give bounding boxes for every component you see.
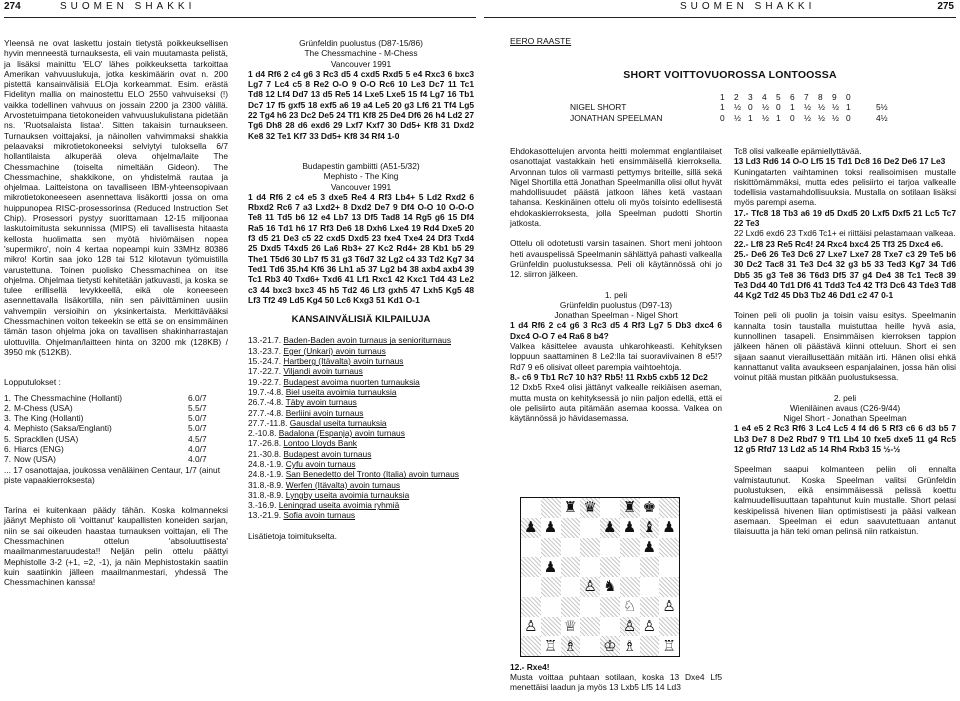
- annotation: Kuningatarten vaihtaminen toksi realisoimisen mustalle riskittömämmäksi, mutta edes pelisiirto ei tarjoa valkealle todellisia vastamahdollisuuksia. Mustalla on sotilaan lisäksi myös parempi asema.: [734, 166, 956, 208]
- chess-piece-icon: ♔: [603, 636, 617, 655]
- board-square: [659, 597, 679, 617]
- board-square: [561, 498, 581, 518]
- board-square: [561, 636, 581, 656]
- diagram-note: Musta voittaa puhtaan sotilaan, koska 13 Dxe4 Lf5 menettäisi laadun ja myös 13 Lxb5 Lf5 14 Ld3: [510, 672, 722, 693]
- chess-diagram: [520, 497, 680, 657]
- game-opening: Wieniläinen avaus (C26-9/44): [789, 402, 901, 413]
- running-head: SUOMEN SHAKKI: [680, 1, 816, 12]
- board-square: [620, 557, 640, 577]
- annotation: 22 Lxd6 exd6 23 Txd6 Tc1+ ei riittäisi pelastamaan valkeaa.: [734, 228, 956, 239]
- board-square: [620, 518, 640, 538]
- board-square: [620, 577, 640, 597]
- chess-piece-icon: ♙: [642, 616, 657, 635]
- board-square: [640, 538, 660, 558]
- chess-piece-icon: ♘: [622, 597, 637, 616]
- board-square: [600, 597, 620, 617]
- board-square: [521, 538, 541, 558]
- diagram-caption: 12.- Rxe4!: [510, 662, 550, 672]
- board-square: [659, 538, 679, 558]
- board-square: [659, 498, 679, 518]
- chess-piece-icon: ♙: [583, 577, 597, 596]
- board-square: [580, 597, 600, 617]
- chess-piece-icon: ♙: [622, 616, 637, 635]
- list-item: 6. Hiarcs (ENG) 4.0/7: [4, 443, 207, 454]
- list-item: 24.8.-1.9. Cyfu avoin turnaus: [248, 458, 356, 469]
- table-row: NIGEL SHORT 1 ½ 0 ½ 0 1 ½ ½ ½ 1 5½: [570, 102, 888, 113]
- article-paragraph: Ottelu oli odotetusti varsin tasainen. Short meni johtoon heti avauspelissä Speelmanin sählättyä pahasti valkealla Grünfeldin puolustuksessa. Peli oli käytännössä ohi jo 12. siirron jälkeen.: [510, 238, 722, 280]
- board-square: [521, 617, 541, 637]
- chess-piece-icon: ♗: [622, 636, 637, 655]
- board-square: [620, 597, 640, 617]
- article-paragraph: Yleensä ne ovat laskettu jostain tietystä poikkeuksellisen hyvin menneestä turnauksesta, eli vain muutamasta pelistä, ja lisäksi mainittu 'ELO' lähes poikkeuksetta tarkoittaa Amerikan vahvuuslukuja, jotka keskimäärin ovat n. 200 pistettä kansainvälisiä ELOja korkeammat. Esim. erästä Fidelityn mallia on mainostettu ELO 2550 vahvuiseksi (!) vaikka todellinen vahvuus on jossain 2200 ja 2300 välillä. Arvostetuimpana tietokoneiden vahvuuslukulistana pidetään ns. 'Ruotsalaista listaa'. Sitten takaisin turnaukseen. Turnauksen voittajaksi, ja näinollen vahvimmaksi shakkia pelaavaksi mikrotietokoneeksi selviytyi tuloksella 6/7 hollantilaista alkuperää oleva ohjelma/laite The Chessmachine (toiselta nimeltään Gideon). The Chessmachine, shakkikone, on yhdistelmä rautaa ja ohjelmaa. Laitteistona on tavalliseen IBM-yhteensopivaan mikrotietokoneeseen asennettava lisäkortti jossa on oma huippunopea RISC-prosessorinsa (Reduced Instruction Set Chip). Prosessori pystyy suorittamaan 12-15 miljoonaa laskutoimitusta sekunnissa (MIPS) eli tavallisesta hitaasta kellosta huolimatta sen myötä hiviömäisen nopea 'supermikro', noin 4 kertaa nopeampi kuin 33MHz 80386 mikro! Kortin saa joko 128 tai 512 kilotavun työmuistilla varustettuna. Toinen puolisko Chessmachinea on itse ohjelma. Ohjelmaa tietysti kehitetään jatkuvasti, ja koska se tulee erillisellä levykkeellä, eikä ole koneeseen asennettavalla lisäkortilla, niin sen päivittäminen uusiin vahvempiin versioihin on yksinkertaista. Merkittävääksi Chessmachinen voiton tekeekin se että se on ensimmäinen tämän tason ohjelma joka on tavallisen shakinharrastajan ulottuvilla. Ohjelman/laitteen hinta on 3200 mk (128KB) / 3950 mk (512KB).: [4, 38, 228, 357]
- article-paragraph: Speelman saapui kolmanteen peliin oli ennalta valmistautunut. Koska Speelman valitsi Grünfeldin puolustuksen, eikä ensimmäisessä pelissä koettu kalmuudellisuuttaan tapahtunut kuin mustalle. Short pelasi keskipelissä hivenen liian optimistisesti ja pääsi valkean asemaan. Speelman ei edun saavutettuaan antanut tilaisuutta ja hän teki oman pelinsä niin ratkaistun.: [734, 464, 956, 537]
- list-item: 19.-22.7. Budapest avoima nuorten turnauksia: [248, 376, 420, 387]
- board-square: [561, 617, 581, 637]
- article-column-2: [734, 146, 956, 536]
- board-square: [640, 557, 660, 577]
- list-item: 21.-30.8. Budapest avoin turnaus: [248, 448, 372, 459]
- chess-piece-icon: ♜: [622, 498, 637, 517]
- game-moves: 1 e4 e5 2 Rc3 Rf6 3 Lc4 Lc5 4 f4 d6 5 Rf3 c6 6 d3 b5 7 Lb3 De7 8 De2 Rbd7 9 Tf1 Lb4 10 fxe5 dxe5 11 g4 Rc5 12 g5 Rfd7 13 Ld2 a5 14 Rh4 Rxb3 15 ½-½: [734, 423, 956, 455]
- list-item: 17.-22.7. Viljandi avoin turnaus: [248, 366, 363, 377]
- list-item: 3. The King (Hollanti) 5.0/7: [4, 413, 207, 424]
- game-moves: 1 d4 Rf6 2 c4 g6 3 Rc3 d5 4 cxd5 Rxd5 5 e4 Rxc3 6 bxc3 Lg7 7 Lc4 c5 8 Re2 O-O 9 O-O Rc6 10 Le3 Dc7 11 Tc1 Td8 12 Lf4 Dd7 13 d5 Re5 14 Lxe5 Lxe5 15 f4 Lg7 16 Tb1 Dc7 17 f5 gxf5 18 exf5 a6 19 a4 Le5 20 g3 Lf6 21 Tf4 Lg5 22 Tg4 h6 23 Dc2 De5 24 Tf1 Kf8 25 De4 Df6 26 h4 Ld2 27 Tg6 Dh8 28 d6 exd6 29 Lxf7 Kxf7 30 Dd5+ Kf8 31 Dxd2 Ke8 32 Te1 Kf7 33 Dd5+ Kf8 34 Rf4 1-0: [248, 68, 474, 141]
- board-square: [541, 518, 561, 538]
- board-square: [561, 538, 581, 558]
- chess-piece-icon: ♙: [524, 616, 538, 635]
- chess-piece-icon: ♟: [543, 518, 558, 537]
- list-item: 13.-21.7. Baden-Baden avoin turnaus ja senioriturnaus: [248, 335, 452, 346]
- calendar-title: KANSAINVÄLISIÄ KILPAILUJA: [291, 314, 431, 326]
- list-item: 2. M-Chess (USA) 5.5/7: [4, 402, 207, 413]
- chess-piece-icon: ♗: [563, 636, 578, 655]
- game-opening: Grünfeldin puolustus (D87-15/86): [299, 38, 423, 48]
- board-square: [541, 597, 561, 617]
- board-square: [600, 557, 620, 577]
- table-row: 1 2 3 4 5 6 7 8 9 0: [720, 92, 851, 102]
- chess-piece-icon: ♚: [642, 498, 657, 517]
- crosstable: [570, 92, 906, 123]
- chess-piece-icon: ♜: [563, 498, 578, 517]
- list-item: 24.8.-1.9. San Benedetto del Tronto (Italia) avoin turnaus: [248, 469, 459, 480]
- list-item: 19.7.-4.8. Biel useita avoimia turnauksia: [248, 386, 397, 397]
- list-item: 1. The Chessmachine (Hollanti) 6.0/7: [4, 392, 207, 403]
- article-paragraph: Ehdokasottelujen arvonta heitti molemmat englantilaiset osanottajat vastakkain heti ensimmäisellä kierroksella. Arvonnan tulos oli varmasti pettymys briteille, sillä sekä Nigel Shortilla että Jonathan Speelmanilla olisi ollut hyvät mahdollisuudet päästä jatkoon lähes ketä vastaan tahansa. Keskinäinen ottelu oli myös toisinto edellisestä ehdokaskierroksesta, jolla Speelman pudotti Shortin jatkosta.: [510, 146, 722, 229]
- list-item: 31.8.-8.9. Werfen (Itävalta) avoin turnaus: [248, 479, 401, 490]
- board-square: [561, 557, 581, 577]
- list-item: 4. Mephisto (Saksa/Englanti) 5.0/7: [4, 423, 207, 434]
- board-square: [600, 617, 620, 637]
- board-square: [659, 518, 679, 538]
- game-number: 1. peli: [604, 289, 628, 300]
- article-paragraph: Tarina ei kuitenkaan päädy tähän. Koska kolmanneksi jäänyt Mephisto oli 'voittanut' kaupallisten koneiden sarjan, niin se sai oikeuden haastaa turnauksen voittajan, eli The Chessmachinen ottelun 'absoluuttisesta' maailmanmestaruudesta!! Neljän pelin ottelu päättyi Mephistolle 3-2 (+1, =2, -1), ja näin Mephistostakin saatiin kuin saatiinkin jälleen maailmanmestari, yhdessä The Chessmachinen kanssa!: [4, 505, 228, 588]
- chess-piece-icon: ♝: [642, 518, 657, 537]
- article-author: EERO RAASTE: [510, 36, 572, 46]
- chess-piece-icon: ♞: [603, 577, 617, 596]
- board-square: [541, 557, 561, 577]
- list-item: 3.-16.9. Leningrad useita avoimia ryhmiä: [248, 500, 400, 511]
- game-players: Nigel Short - Jonathan Speelman: [783, 413, 907, 424]
- article-column-1: [510, 146, 722, 423]
- chess-piece-icon: ♟: [543, 557, 558, 576]
- board-square: [600, 636, 620, 656]
- board-square: [640, 636, 660, 656]
- page-number: 274: [4, 1, 21, 12]
- game-moves: 25.- De6 26 Te3 Dc6 27 Lxe7 Lxe7 28 Txe7 c3 29 Te5 b6 30 Dc2 Tac8 31 Te3 Dc4 32 g3 b5 33 Ted3 Kg7 34 Td6 Db5 35 g3 Te8 36 T6d3 Df5 37 g4 De4 38 Tc1 Tec8 39 Te3 Dd4 40 Td1 Df6 41 Tdd3 Tc4 42 Tf3 Dc6 43 Tde3 Td8 44 Kg2 Td2 45 Db3 Tb2 46 Dd1 c2 47 0-1: [734, 248, 956, 301]
- board-square: [541, 498, 561, 518]
- board-square: [640, 498, 660, 518]
- list-item: 31.8.-8.9. Lyngby useita avoimia turnauksia: [248, 489, 410, 500]
- chess-piece-icon: ♟: [622, 518, 637, 537]
- game-venue: Vancouver 1991: [330, 58, 392, 69]
- board-square: [640, 518, 660, 538]
- list-item: 5. Sprackllen (USA) 4.5/7: [4, 433, 207, 444]
- game-opening: Budapestin gambiitti (A51-5/32): [302, 160, 420, 171]
- annotation: 12 Dxb5 Rxe4 olisi jättänyt valkealle reikiäisen aseman, mutta musta on kehityksessä jo niin paljon edellä, että ei ole pelisiirto auta pitämään asemaa koossa. Valkea on käytännössä jo hävidasemassa.: [510, 382, 722, 424]
- chess-piece-icon: ♖: [543, 636, 558, 655]
- header-rule: [484, 17, 956, 18]
- game-moves: 13 Ld3 Rd6 14 O-O Lf5 15 Td1 Dc8 16 De2 De6 17 Le3: [734, 156, 946, 167]
- board-square: [620, 538, 640, 558]
- board-square: [620, 617, 640, 637]
- board-square: [580, 498, 600, 518]
- list-item: 17.-26.8. Lontoo Lloyds Bank: [248, 438, 357, 449]
- board-square: [521, 498, 541, 518]
- board-square: [580, 577, 600, 597]
- board-square: [541, 538, 561, 558]
- calendar-footer: Lisätietoja toimitukselta.: [248, 530, 337, 541]
- board-square: [580, 557, 600, 577]
- board-square: [600, 538, 620, 558]
- chess-piece-icon: ♟: [662, 518, 676, 537]
- list-item: 27.7.-11.8. Gausdal useita turnauksia: [248, 417, 387, 428]
- board-square: [600, 577, 620, 597]
- board-square: [659, 557, 679, 577]
- board-square: [640, 597, 660, 617]
- game-moves: 22.- Lf8 23 Re5 Rc4! 24 Rxc4 bxc4 25 Tf3 25 Dxc4 e6.: [734, 238, 944, 249]
- game-players: The Chessmachine - M-Chess: [304, 48, 418, 59]
- board-square: [541, 617, 561, 637]
- calendar-list: [248, 335, 474, 520]
- left-column: [4, 38, 228, 588]
- board-square: [541, 577, 561, 597]
- chess-piece-icon: ♛: [583, 498, 597, 517]
- games-column: [248, 38, 474, 541]
- article-title: SHORT VOITTOVUOROSSA LONTOOSSA: [623, 69, 837, 81]
- game-opening: Grünfeldin puolustus (D97-13): [559, 299, 673, 310]
- board-square: [580, 636, 600, 656]
- board-square: [561, 597, 581, 617]
- board-square: [580, 617, 600, 637]
- game-players: Mephisto - The King: [323, 171, 399, 182]
- board-square: [659, 577, 679, 597]
- board-square: [580, 538, 600, 558]
- chess-piece-icon: ♟: [642, 537, 657, 556]
- board-square: [640, 617, 660, 637]
- board-square: [561, 518, 581, 538]
- results-list: [4, 393, 228, 465]
- game-moves: 1 d4 Rf6 2 c4 e5 3 dxe5 Re4 4 Rf3 Lb4+ 5 Ld2 Rxd2 6 Rbxd2 Rc6 7 a3 Lxd2+ 8 Dxd2 De7 9 Df4 O-O 10 O-O-O Te8 11 Td5 b6 12 e4 Lb7 13 Df5 Tad8 14 Rg5 g6 15 Df4 Ra5 16 Td1 h6 17 Rf3 De6 18 Dxh6 Lxe4 19 Rd4 Dxe5 20 f3 d5 21 De3 c5 22 cxd5 Dxd5 23 fxe4 Txe4 24 Df3 Txd4 25 Dxd5 T4xd5 26 La6 Rb3+ 27 Kc2 Rd4+ 28 Kb1 b5 29 The1 T5d6 30 Lb7 f5 31 g3 T6d7 32 Lg2 c4 33 Td2 Kg7 34 Ted1 Td6 35.h4 Kf6 36 Lh1 a5 37 Lg2 b4 38 axb4 axb4 39 Tc1 Rb3 40 Txd6+ Txd6 41 Lf1 Rxc1 42 Kxc1 Td4 43 Le2 c3 44 bxc3 bxc3 45 h5 Td2 46 Lf3 gxh5 47 Lxh5 Kg5 48 Lf3 Tf2 49 Ld5 Kg4 50 Lc6 Kxg3 51 Kd1 O-1: [248, 191, 474, 305]
- article-paragraph: Toinen peli oli puolin ja toisin vaisu esitys. Speelmanin kannalta tosin taustalla muistuttaa heille hyvä asia, kunnollinen tasapeli. Ensimmäisen kierroksen tappion jälkeen hänen oli päästävä kiinni otteluun. Short ei sen sijaan saanut vieraillusettään mitään irti. Hänen olisi ehkä kannattanut valita avaukseen espanjalainen, jossa hän olisi voinut pitää mustan pitkään puolustuksessa.: [734, 310, 956, 383]
- board-square: [580, 518, 600, 538]
- list-item: 26.7.-4.8. Täby avoin turnaus: [248, 397, 357, 408]
- board-square: [521, 636, 541, 656]
- list-item: 7. Now (USA) 4.0/7: [4, 454, 207, 465]
- annotation: Valkea käsittelee avausta uhkarohkeasti. Kehityksen loppuun saattaminen 8 Le2:lla tai suoraviivainen 8 e5!? Rd7 9 e6 olisivat olleet parempia vaihtoehtoja.: [510, 341, 722, 372]
- annotation: Tc8 olisi valkealle epämiellyttävää.: [734, 146, 862, 156]
- board-square: [659, 617, 679, 637]
- board-square: [620, 498, 640, 518]
- board-square: [659, 636, 679, 656]
- chess-piece-icon: ♙: [662, 597, 676, 616]
- list-item: 13.-23.7. Eger (Unkari) avoin turnaus: [248, 345, 386, 356]
- board-square: [521, 518, 541, 538]
- board-square: [521, 577, 541, 597]
- game-number: 2. peli: [833, 392, 857, 403]
- list-item: 13.-21.9. Sofia avoin turnaus: [248, 510, 356, 521]
- board-square: [600, 498, 620, 518]
- header-rule: [4, 17, 476, 18]
- chess-piece-icon: ♟: [603, 518, 617, 537]
- board-square: [521, 557, 541, 577]
- right-page: [480, 0, 960, 701]
- chess-piece-icon: ♖: [662, 636, 676, 655]
- running-head: SUOMEN SHAKKI: [60, 1, 196, 12]
- game-venue: Vancouver 1991: [330, 181, 392, 192]
- board-square: [561, 577, 581, 597]
- chess-piece-icon: ♟: [524, 518, 538, 537]
- table-row: JONATHAN SPEELMAN 0 ½ 1 ½ 1 0 ½ ½ ½ 0 4½: [570, 112, 888, 123]
- page-number: 275: [937, 1, 954, 12]
- game-moves: 8.- c6 9 Tb1 Rc7 10 h3? Rb5! 11 Rxb5 cxb5 12 Dc2: [510, 371, 708, 382]
- results-heading: Lopputulokset :: [4, 377, 61, 388]
- board-square: [620, 636, 640, 656]
- chess-piece-icon: ♕: [563, 616, 578, 635]
- results-note: ... 17 osanottajaa, joukossa venäläinen Centaur, 1/7 (ainut piste vapaakierroksesta): [4, 464, 221, 485]
- board-square: [521, 597, 541, 617]
- game-moves: 1 d4 Rf6 2 c4 g6 3 Rc3 d5 4 Rf3 Lg7 5 Db3 dxc4 6 Dxc4 O-O 7 e4 Ra6 8 b4?: [510, 320, 722, 341]
- board-square: [541, 636, 561, 656]
- list-item: 2.-10.8. Badalona (Espanja) avoin turnaus: [248, 428, 405, 439]
- list-item: 15.-24.7. Hartberg (Itävalta) avoin turnaus: [248, 356, 404, 367]
- game-players: Jonathan Speelman - Nigel Short: [554, 310, 678, 321]
- game-moves: 17.- Tfc8 18 Tb3 a6 19 d5 Dxd5 20 Lxf5 Dxf5 21 Lc5 Tc7 22 Te3: [734, 207, 956, 229]
- board-square: [640, 577, 660, 597]
- list-item: 27.7.-4.8. Berliini avoin turnaus: [248, 407, 364, 418]
- board-square: [600, 518, 620, 538]
